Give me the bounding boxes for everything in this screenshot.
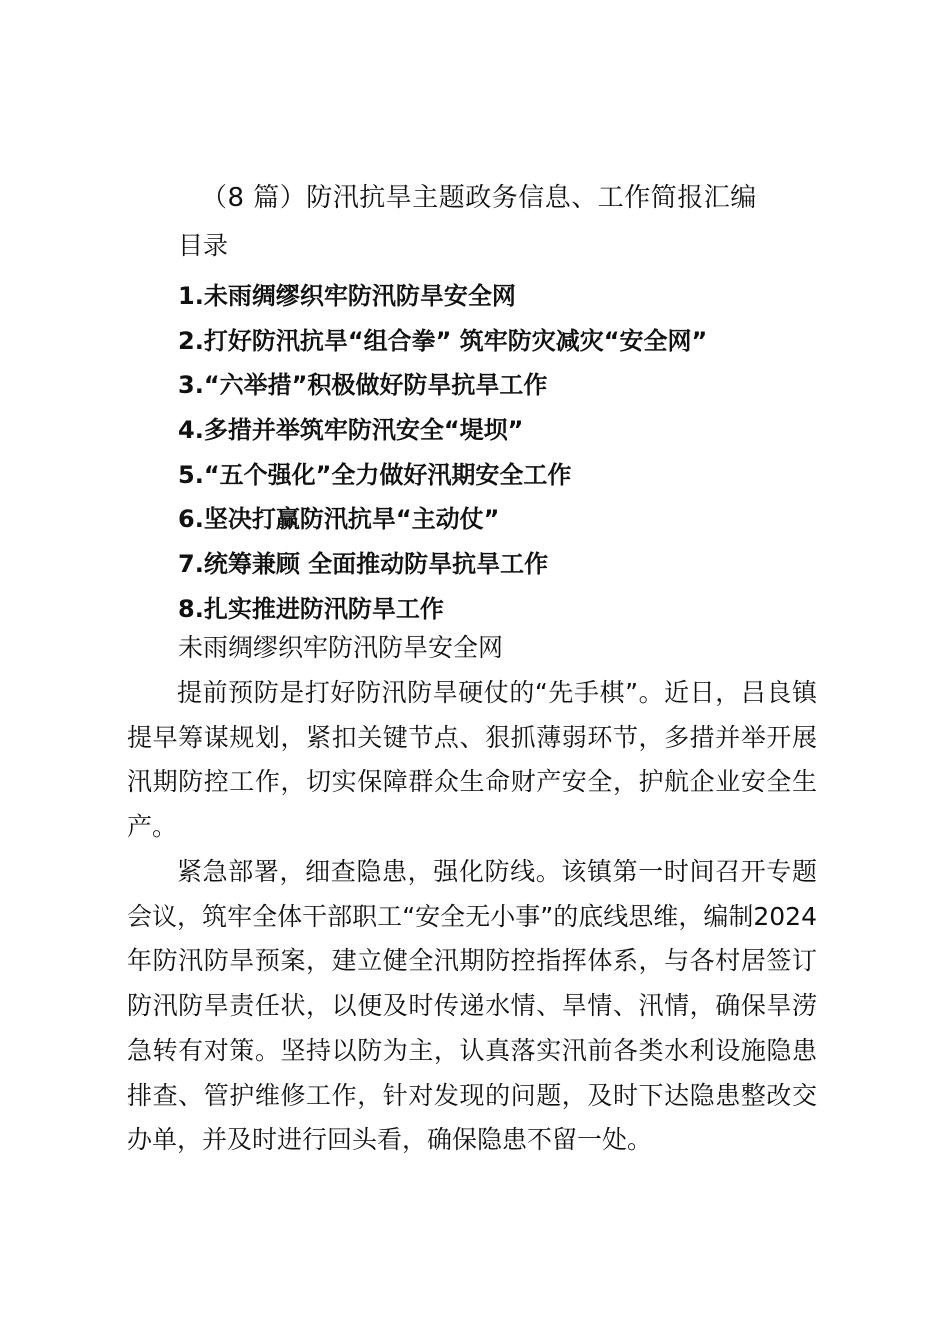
toc-item-7: 7.统筹兼顾 全面推动防旱抗旱工作 bbox=[178, 550, 549, 579]
toc-heading: 目录 bbox=[178, 231, 229, 260]
toc-item-5: 5.“五个强化”全力做好汛期安全工作 bbox=[178, 460, 572, 489]
body-paragraph: 提前预防是打好防汛防旱硬仗的“先手棋”。近日，吕良镇提早筹谋规划，紧扣关键节点、狠抓薄弱环节，多措并举开展汛期防控工作，切实保障群众生命财产安全，护航企业安全生产。 bbox=[127, 678, 817, 842]
section-title: 未雨绸缪织牢防汛防旱安全网 bbox=[178, 633, 504, 662]
toc-item-2: 2.打好防汛抗旱“组合拳” 筑牢防灾减灾“安全网” bbox=[178, 326, 708, 355]
toc-item-1: 1.未雨绸缪织牢防汛防旱安全网 bbox=[178, 282, 516, 310]
toc-item-3: 3.“六举措”积极做好防旱抗旱工作 bbox=[178, 371, 548, 400]
document-title: （8 篇）防汛抗旱主题政务信息、工作简报汇编 bbox=[201, 183, 757, 213]
toc-item-6: 6.坚决打赢防汛抗旱“主动仗” bbox=[178, 505, 500, 534]
table-of-contents bbox=[178, 274, 707, 632]
body-paragraph: 紧急部署，细查隐患，强化防线。该镇第一时间召开专题会议，筑牢全体干部职工“安全无小事”的底线思维，编制2024 年防汛防旱预案，建立健全汛期防控指挥体系，与各村居签订防汛防旱责任状，以便及时传递水情、旱情、汛情，确保旱涝急转有对策。坚持以防为主，认真落实汛前各类水利设施隐患排查、管护维修工作，针对发现的问题，及时下达隐患整改交办单，并及时进行回头看，确保隐患不留一处。 bbox=[127, 857, 817, 1155]
toc-item-8: 8.扎实推进防汛防旱工作 bbox=[178, 594, 444, 623]
toc-item-4: 4.多措并举筑牢防汛安全“堤坝” bbox=[178, 416, 524, 445]
